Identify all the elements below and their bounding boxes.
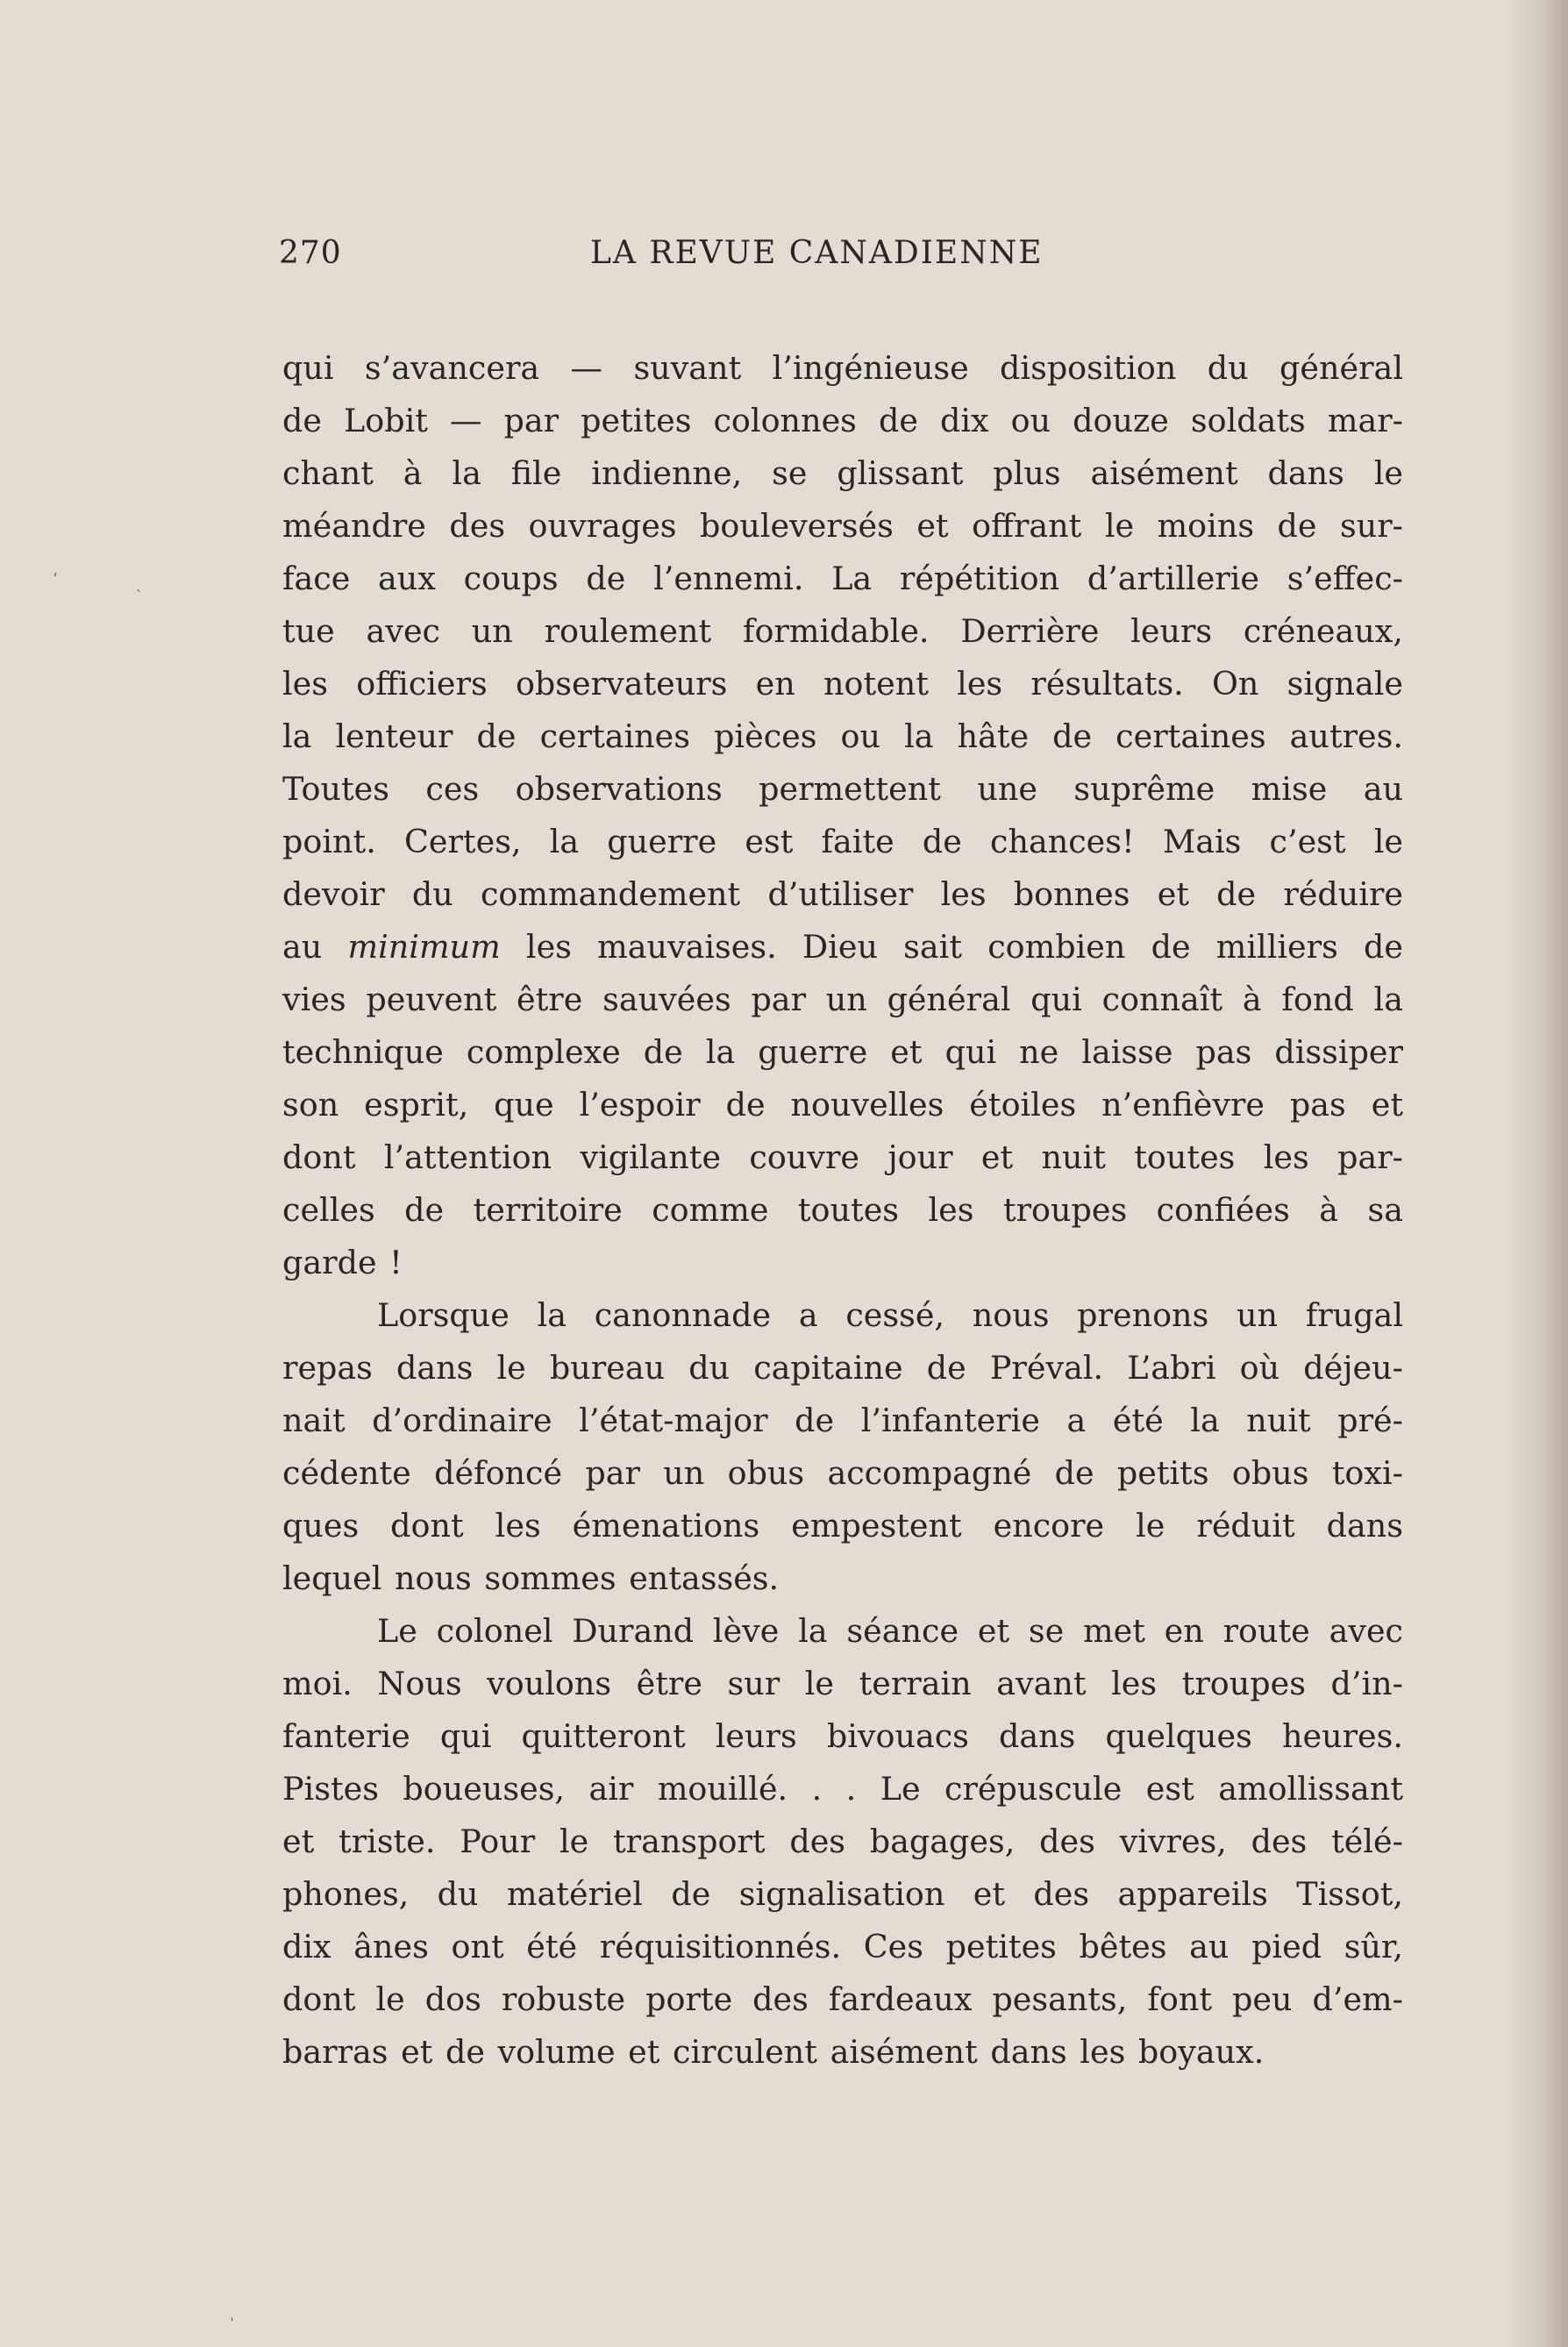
text-line: technique complexe de la guerre et qui ne laisse pas dissiper [282, 1033, 1403, 1071]
text-line: phones, du matériel de signalisation et des appareils Tissot, [282, 1875, 1403, 1913]
text-line: tue avec un roulement formidable. Derrière leurs créneaux, [282, 612, 1403, 650]
text-line: cédente défoncé par un obus accompagné de petits obus toxi- [282, 1454, 1403, 1492]
text-line: celles de territoire comme toutes les troupes confiées à sa [282, 1191, 1403, 1229]
margin-speck: ˈ [230, 2315, 234, 2334]
text-line: méandre des ouvrages bouleversés et offrant le moins de sur- [282, 507, 1403, 545]
text-line: et triste. Pour le transport des bagages, des vivres, des télé- [282, 1823, 1403, 1860]
text-line: garde ! [282, 1244, 403, 1281]
text-line: dont l’attention vigilante couvre jour et nuit toutes les par- [282, 1138, 1403, 1176]
text-line: qui s’avancera — suvant l’ingénieuse disposition du général [282, 349, 1403, 387]
text-line: repas dans le bureau du capitaine de Préval. L’abri où déjeu- [282, 1349, 1403, 1387]
text-line: fanterie qui quitteront leurs bivouacs dans quelques heures. [282, 1717, 1403, 1755]
running-title: LA REVUE CANADIENNE [590, 235, 1044, 271]
margin-speck: ‘ [53, 570, 58, 589]
page-edge-shadow [1507, 0, 1568, 2347]
page-number: 270 [279, 235, 342, 271]
text-line: dont le dos robuste porte des fardeaux pesants, font peu d’em- [282, 1980, 1403, 2018]
margin-speck: ˎ [136, 574, 141, 593]
text-line: de Lobit — par petites colonnes de dix ou douze soldats mar- [282, 402, 1403, 439]
text-line: chant à la file indienne, se glissant plus aisément dans le [282, 454, 1403, 492]
text-line: les officiers observateurs en notent les résultats. On signale [282, 665, 1403, 703]
body-text [282, 342, 1403, 2079]
italic-word: minimum [347, 928, 501, 966]
paragraph-2 [282, 1289, 1403, 1605]
text-line: lequel nous sommes entassés. [282, 1559, 780, 1597]
paragraph-1 [282, 342, 1403, 1289]
text-line: Pistes boueuses, air mouillé. . . Le crépuscule est amollissant [282, 1770, 1403, 1808]
text-line: moi. Nous voulons être sur le terrain avant les troupes d’in- [282, 1665, 1403, 1702]
text-line: vies peuvent être sauvées par un général qui connaît à fond la [282, 981, 1403, 1018]
text-line: dix ânes ont été réquisitionnés. Ces petites bêtes au pied sûr, [282, 1928, 1403, 1965]
text-line: Le colonel Durand lève la séance et se met en route avec [377, 1612, 1403, 1650]
text-line: nait d’ordinaire l’état-major de l’infanterie a été la nuit pré- [282, 1402, 1403, 1439]
text-line: point. Certes, la guerre est faite de chances! Mais c’est le [282, 823, 1403, 860]
text-line: au minimum les mauvaises. Dieu sait combien de milliers de [282, 928, 1404, 966]
page-header [279, 235, 1410, 279]
text-line: son esprit, que l’espoir de nouvelles étoiles n’enfièvre pas et [282, 1086, 1403, 1124]
paragraph-3 [282, 1605, 1403, 2079]
text-line: la lenteur de certaines pièces ou la hâte de certaines autres. [282, 717, 1403, 755]
text-line: ques dont les émenations empestent encore le réduit dans [282, 1507, 1403, 1544]
text-line: Lorsque la canonnade a cessé, nous prenons un frugal [377, 1296, 1403, 1334]
text-line: barras et de volume et circulent aisément dans les boyaux. [282, 2033, 1265, 2071]
text-line: devoir du commandement d’utiliser les bonnes et de réduire [282, 875, 1403, 913]
text-line: face aux coups de l’ennemi. La répétition d’artillerie s’effec- [282, 560, 1403, 597]
text-line: Toutes ces observations permettent une suprême mise au [282, 770, 1403, 808]
